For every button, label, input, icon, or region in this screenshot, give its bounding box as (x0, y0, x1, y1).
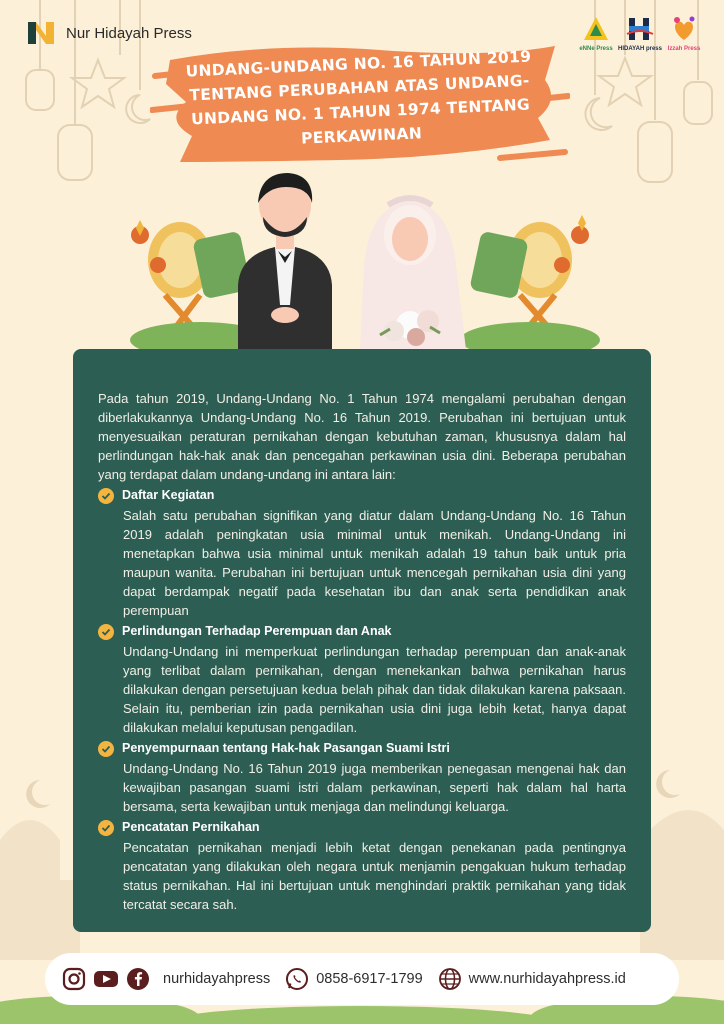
list-item-header (98, 622, 626, 641)
list-item-header (98, 486, 626, 505)
left-drum-decoration (131, 220, 252, 335)
globe-icon[interactable] (437, 966, 463, 992)
page-title: UNDANG-UNDANG NO. 16 TAHUN 2019 TENTANG PERUBAHAN ATAS UNDANG-UNDANG NO. 1 TAHUN 1974 TENTANG PERKAWINAN (185, 47, 532, 148)
list-item-title: Perlindungan Terhadap Perempuan dan Anak (122, 624, 392, 638)
list-item-title: Penyempurnaan tentang Hak-hak Pasangan Suami Istri (122, 741, 450, 755)
check-icon (98, 488, 114, 504)
partner-logos (578, 14, 702, 52)
list-item-body: Salah satu perubahan signifikan yang diatur dalam Undang-Undang No. 16 Tahun 2019 adalah peningkatan usia minimal untuk menikah. Undang-Undang ini menetapkan bahwa usia minimal untuk menikah adalah 19 tahun baik untuk pria maupun wanita. Perubahan ini bertujuan untuk mencegah pernikahan usia dini yang dapat berdampak negatif pada kesehatan ibu dan anak serta pendidikan anak perempuan (123, 508, 626, 618)
list-item-body: Undang-Undang ini memperkuat perlindungan terhadap perempuan dan anak-anak yang terlibat dalam pernikahan, dengan menekankan bahwa pernikahan harus dilakukan dengan persetujuan kedua belah pihak dan tidak dilakukan karena paksaan. Selain itu, pemberian izin pada pernikahan usia dini juga lebih ketat, hanya dapat dilakukan melalui keputusan pengadilan. (123, 644, 626, 735)
check-icon (98, 624, 114, 640)
brand-name: Nur Hidayah Press (66, 24, 192, 42)
list-item-header (98, 739, 626, 758)
list-item-header (98, 818, 626, 837)
enne-press-logo (581, 14, 611, 44)
list-item-body: Undang-Undang No. 16 Tahun 2019 juga memberikan penegasan mengenai hak dan kewajiban pasangan suami istri dalam perkawinan, seperti hak dalam hal harta bersama, serta kewajiban untuk menjaga dan melindungi keluarga. (123, 761, 626, 814)
title-banner (150, 40, 570, 168)
partner-izzah-press (666, 14, 702, 52)
list-item-body: Pencatatan pernikahan menjadi lebih ketat dengan penekanan pada pentingnya pencatatan yang dilakukan oleh negara untuk menjamin pengakuan hukum terhadap status pernikahan. Hal ini bertujuan untuk menghindari praktik pernikahan yang tidak tercatat secara sah. (123, 840, 626, 912)
whatsapp-icon[interactable] (284, 966, 310, 992)
youtube-icon[interactable] (93, 966, 119, 992)
intro-paragraph: Pada tahun 2019, Undang-Undang No. 1 Tahun 1974 mengalami perubahan dengan diberlakukannya Undang-Undang No. 16 Tahun 2019. Perubahan ini bertujuan untuk menyesuaikan peraturan pernikahan dengan kebutuhan zaman, khususnya dalam hal perlindungan hak-hak anak dan pencegahan perkawinan usia dini. Beberapa perubahan yang terdapat dalam undang-undang ini antara lain: (98, 391, 626, 482)
partner-hidayah-press (618, 14, 662, 52)
list-item-title: Pencatatan Pernikahan (122, 820, 260, 834)
facebook-icon[interactable] (125, 966, 151, 992)
list-item (98, 622, 626, 737)
phone-number[interactable]: 0858-6917-1799 (316, 971, 423, 987)
groom (238, 173, 332, 350)
bride (360, 198, 466, 350)
partner-enne-press (578, 14, 614, 52)
list-item (98, 486, 626, 620)
partner-label: eNNe Press (579, 46, 613, 52)
website-link[interactable]: www.nurhidayahpress.id (468, 971, 626, 987)
right-drum-decoration (469, 215, 589, 335)
partner-label: HIDAYAH press (618, 46, 662, 52)
hidayah-press-logo (625, 14, 655, 44)
footer-contact-bar (45, 953, 679, 1005)
list-item (98, 818, 626, 914)
social-handle[interactable]: nurhidayahpress (163, 971, 271, 987)
check-icon (98, 741, 114, 757)
couple-illustration (110, 165, 614, 370)
check-icon (98, 820, 114, 836)
list-item-title: Daftar Kegiatan (122, 488, 215, 502)
partner-label: Izzah Press (667, 46, 701, 52)
content-card (73, 349, 651, 932)
instagram-icon[interactable] (61, 966, 87, 992)
list-item (98, 739, 626, 816)
nur-hidayah-logo (26, 18, 56, 48)
izzah-press-logo (669, 14, 699, 44)
